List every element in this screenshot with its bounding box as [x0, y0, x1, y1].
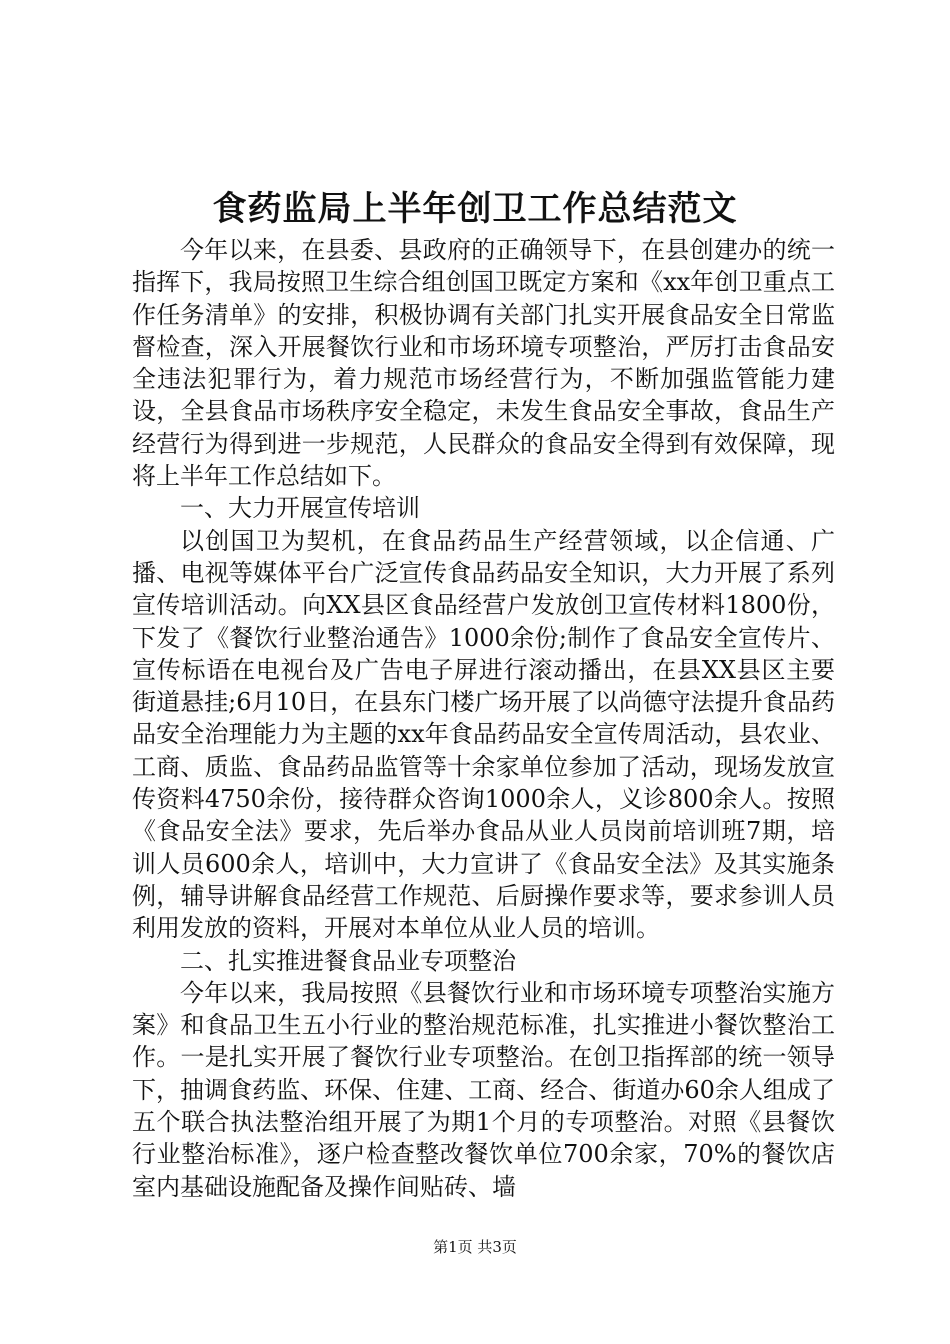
- intro-paragraph: 今年以来，在县委、县政府的正确领导下，在县创建办的统一指挥下，我局按照卫生综合组创国卫既定方案和《xx年创卫重点工作任务清单》的安排，积极协调有关部门扎实开展食品安全日常监督检查，深入开展餐饮行业和市场环境专项整治，严厉打击食品安全违法犯罪行为，着力规范市场经营行为，不断加强监管能力建设，全县食品市场秩序安全稳定，未发生食品安全事故，食品生产经营行为得到进一步规范，人民群众的食品安全得到有效保障，现将上半年工作总结如下。: [132, 236, 835, 491]
- document-title: 食药监局上半年创卫工作总结范文: [212, 189, 738, 229]
- section-2-paragraph: 今年以来，我局按照《县餐饮行业和市场环境专项整治实施方案》和食品卫生五小行业的整治规范标准，扎实推进小餐饮整治工作。一是扎实开展了餐饮行业专项整治。在创卫指挥部的统一领导下，抽调食药监、环保、住建、工商、经合、街道办60余人组成了五个联合执法整治组开展了为期1个月的专项整治。对照《县餐饮行业整治标准》，逐户检查整改餐饮单位700余家，70%的餐饮店室内基础设施配备及操作间贴砖、墙: [132, 978, 835, 1201]
- section-heading-2: 二、扎实推进餐食品业专项整治: [180, 946, 516, 975]
- page-footer: 第1页 共3页: [433, 1238, 517, 1256]
- section-heading-1: 一、大力开展宣传培训: [180, 494, 420, 523]
- section-1-paragraph: 以创国卫为契机，在食品药品生产经营领域，以企信通、广播、电视等媒体平台广泛宣传食品药品安全知识，大力开展了系列宣传培训活动。向XX县区食品经营户发放创卫宣传材料1800份，下发了《餐饮行业整治通告》1000余份;制作了食品安全宣传片、宣传标语在电视台及广告电子屏进行滚动播出，在县XX县区主要街道悬挂;6月10日，在县东门楼广场开展了以尚德守法提升食品药品安全治理能力为主题的xx年食品药品安全宣传周活动，县农业、工商、质监、食品药品监管等十余家单位参加了活动，现场发放宣传资料4750余份，接待群众咨询1000余人，义诊800余人。按照《食品安全法》要求，先后举办食品从业人员岗前培训班7期，培训人员600余人，培训中，大力宣讲了《食品安全法》及其实施条例，辅导讲解食品经营工作规范、后厨操作要求等，要求参训人员利用发放的资料，开展对本单位从业人员的培训。: [132, 526, 835, 943]
- document-body: [132, 234, 835, 1203]
